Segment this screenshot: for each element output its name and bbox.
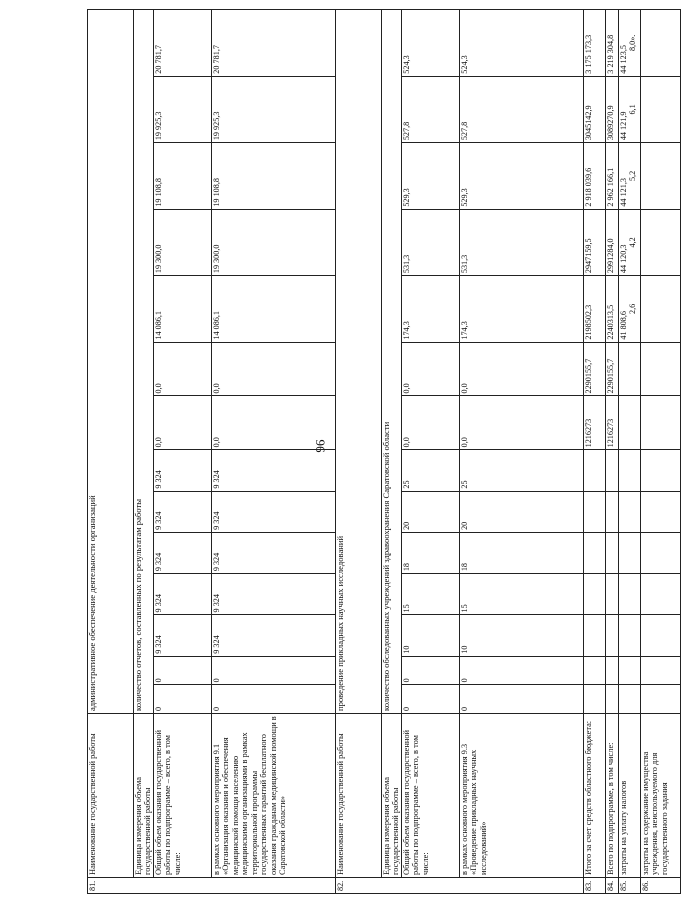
value-cell xyxy=(619,276,641,342)
work-unit-value: количество отчетов, составленных по результатам работы xyxy=(134,10,154,714)
value-text: 2198502,3 xyxy=(584,304,593,340)
work-event-row xyxy=(212,10,336,894)
row-number: 83. xyxy=(584,877,606,893)
row-number: 85. xyxy=(619,877,641,893)
value-text: 44 123,5 xyxy=(619,45,628,74)
value-cell: 9 324 xyxy=(212,615,336,656)
value-cell xyxy=(584,76,606,142)
value-cell: 527,8 xyxy=(402,76,460,142)
value-cell xyxy=(641,396,681,450)
value-text: 3089270,9 xyxy=(606,105,615,141)
value-cell: 19 300,0 xyxy=(212,209,336,275)
row-number: 84. xyxy=(606,877,619,893)
value-text: 2 962 166,1 xyxy=(606,167,615,207)
value-cell xyxy=(606,342,619,396)
value-text: 3 219 304,8 xyxy=(606,34,615,74)
value-cell: 19 108,8 xyxy=(212,143,336,209)
work-total-label: Общий объем оказания государственной работы по подпрограмме – всего, в том числе: xyxy=(154,714,212,878)
work-name-row xyxy=(336,10,382,894)
value-cell xyxy=(619,685,641,714)
value-cell: 531,3 xyxy=(402,209,460,275)
value-cell xyxy=(641,656,681,685)
value-cell xyxy=(641,685,681,714)
value-cell xyxy=(584,396,606,450)
value-cell: 524,3 xyxy=(402,10,460,77)
value-cell xyxy=(641,615,681,656)
value-cell xyxy=(584,10,606,77)
work-total-row xyxy=(402,10,460,894)
value-cell xyxy=(606,76,619,142)
value-cell xyxy=(641,143,681,209)
row-number: 81. xyxy=(88,877,336,893)
value-text: 2290155,7 xyxy=(584,358,593,394)
work-event-row xyxy=(460,10,584,894)
value-text: 3045142,9 xyxy=(584,105,593,141)
value-cell xyxy=(619,143,641,209)
value-cell xyxy=(619,656,641,685)
work-unit-row xyxy=(382,10,402,894)
value-cell: 0,0 xyxy=(154,396,212,450)
work-name-row xyxy=(88,10,134,894)
summary-row xyxy=(641,10,681,894)
value-cell: 0 xyxy=(154,685,212,714)
value-cell: 14 086,1 xyxy=(154,276,212,342)
value-cell: 531,3 xyxy=(460,209,584,275)
value-cell: 0 xyxy=(460,656,584,685)
value-cell xyxy=(619,491,641,532)
value-cell: 9 324 xyxy=(154,450,212,491)
summary-label: затраты на уплату налогов xyxy=(619,714,641,878)
value-cell xyxy=(606,396,619,450)
value-cell xyxy=(619,10,641,77)
row-number: 86. xyxy=(641,877,681,893)
value-cell: 25 xyxy=(460,450,584,491)
work-name-value: административное обеспечение деятельности организаций xyxy=(88,10,134,714)
value-cell: 25 xyxy=(402,450,460,491)
value-cell xyxy=(584,574,606,615)
summary-row xyxy=(584,10,606,894)
value-subtext: 5,2 xyxy=(628,170,638,182)
value-cell: 9 324 xyxy=(154,532,212,573)
value-text: 3 175 173,3 xyxy=(584,34,593,74)
value-cell xyxy=(606,532,619,573)
summary-row xyxy=(606,10,619,894)
value-cell: 0 xyxy=(402,656,460,685)
value-cell: 0,0 xyxy=(402,396,460,450)
value-cell xyxy=(641,491,681,532)
value-cell xyxy=(641,76,681,142)
value-text: 2 918 039,6 xyxy=(584,167,593,207)
work-unit-label: Единица измерения объема государственной работы xyxy=(134,714,154,878)
page-number: 96 xyxy=(313,439,328,453)
value-cell: 174,3 xyxy=(402,276,460,342)
value-cell xyxy=(606,656,619,685)
value-cell: 19 108,8 xyxy=(154,143,212,209)
value-cell xyxy=(641,450,681,491)
value-text: 44 121,3 xyxy=(619,178,628,207)
value-cell xyxy=(619,532,641,573)
value-cell: 15 xyxy=(402,574,460,615)
value-cell xyxy=(641,574,681,615)
work-unit-value: количество обследованных учреждений здравоохранения Саратовской области xyxy=(382,10,402,714)
value-cell: 19 925,3 xyxy=(212,76,336,142)
summary-label: затраты на содержание имущества учреждения, неиспользуемого для государственного задания xyxy=(641,714,681,878)
value-cell: 9 324 xyxy=(154,491,212,532)
value-cell xyxy=(606,615,619,656)
value-cell: 0 xyxy=(402,685,460,714)
value-cell: 0 xyxy=(154,656,212,685)
value-cell: 0,0 xyxy=(154,342,212,396)
value-cell xyxy=(584,615,606,656)
value-cell: 524,3 xyxy=(460,10,584,77)
value-cell: 9 324 xyxy=(212,532,336,573)
value-cell xyxy=(584,276,606,342)
value-cell xyxy=(641,342,681,396)
work-event-label: в рамках основного мероприятия 9.1 «Организация оказания и обеспечения медицинской помощи населению медицинскими организациями в рамках территориальной программы государственных гарантий бесплатного оказания гражданам медицинской помощи в Саратовской области» xyxy=(212,714,336,878)
value-cell xyxy=(606,276,619,342)
value-text: 41 808,6 xyxy=(619,310,628,340)
value-cell xyxy=(619,574,641,615)
value-subtext: 2,6 xyxy=(628,303,638,314)
value-cell xyxy=(606,10,619,77)
value-cell xyxy=(584,143,606,209)
value-text: 2290155,7 xyxy=(606,358,615,394)
value-cell xyxy=(606,685,619,714)
value-text: 2947159,5 xyxy=(584,238,593,274)
value-cell: 9 324 xyxy=(154,574,212,615)
value-cell: 20 xyxy=(402,491,460,532)
value-cell xyxy=(619,615,641,656)
work-unit-row xyxy=(134,10,154,894)
value-cell xyxy=(606,450,619,491)
state-work-table xyxy=(87,9,681,894)
value-text: 2240313,5 xyxy=(606,304,615,340)
value-cell xyxy=(619,450,641,491)
value-cell xyxy=(641,209,681,275)
work-unit-label: Единица измерения объема государственной работы xyxy=(382,714,402,878)
rotated-page-content xyxy=(87,9,669,894)
value-cell xyxy=(606,491,619,532)
work-total-row xyxy=(154,10,212,894)
value-cell xyxy=(641,276,681,342)
work-total-label: Общий объем оказания государственной работы по подпрограмме – всего, в том числе: xyxy=(402,714,460,878)
value-cell: 9 324 xyxy=(212,574,336,615)
summary-row xyxy=(619,10,641,894)
value-cell: 9 324 xyxy=(212,450,336,491)
value-cell: 0,0 xyxy=(460,342,584,396)
value-cell: 0,0 xyxy=(460,396,584,450)
value-cell xyxy=(619,209,641,275)
value-text: 2991284,0 xyxy=(606,238,615,274)
value-cell xyxy=(584,656,606,685)
value-subtext: 6,1 xyxy=(628,104,638,115)
value-cell xyxy=(619,396,641,450)
value-cell xyxy=(606,574,619,615)
value-cell: 529,3 xyxy=(402,143,460,209)
value-cell: 15 xyxy=(460,574,584,615)
value-cell: 20 781,7 xyxy=(154,10,212,77)
value-cell: 529,3 xyxy=(460,143,584,209)
row-number: 82. xyxy=(336,877,584,893)
value-subtext: 8,0». xyxy=(628,34,638,52)
value-cell: 0 xyxy=(212,685,336,714)
value-text: 1216273 xyxy=(606,418,615,448)
value-text: 44 120,3 xyxy=(619,244,628,274)
value-cell: 0,0 xyxy=(402,342,460,396)
value-cell xyxy=(606,143,619,209)
work-name-label: Наименование государственной работы xyxy=(336,714,382,878)
value-cell xyxy=(584,491,606,532)
value-cell: 9 324 xyxy=(154,615,212,656)
value-cell xyxy=(584,450,606,491)
value-cell: 0,0 xyxy=(212,342,336,396)
value-subtext: 4,2 xyxy=(628,237,638,248)
value-cell xyxy=(619,76,641,142)
value-cell xyxy=(619,342,641,396)
value-cell xyxy=(584,209,606,275)
value-cell: 20 781,7 xyxy=(212,10,336,77)
value-cell xyxy=(584,342,606,396)
value-cell: 0 xyxy=(460,685,584,714)
value-cell xyxy=(584,532,606,573)
value-cell: 0 xyxy=(212,656,336,685)
value-cell xyxy=(584,685,606,714)
value-cell: 18 xyxy=(402,532,460,573)
summary-label: Итого за счет средств областного бюджета: xyxy=(584,714,606,878)
value-cell xyxy=(641,10,681,77)
value-cell xyxy=(641,532,681,573)
work-name-label: Наименование государственной работы xyxy=(88,714,134,878)
work-name-value: проведение прикладных научных исследований xyxy=(336,10,382,714)
value-cell xyxy=(606,209,619,275)
value-text: 1216273 xyxy=(584,418,593,448)
value-cell: 9 324 xyxy=(212,491,336,532)
summary-label: Всего по подпрограмме, в том числе: xyxy=(606,714,619,878)
value-cell: 14 086,1 xyxy=(212,276,336,342)
value-cell: 18 xyxy=(460,532,584,573)
value-cell: 174,3 xyxy=(460,276,584,342)
value-cell: 10 xyxy=(402,615,460,656)
value-text: 44 121,9 xyxy=(619,111,628,141)
value-cell: 19 925,3 xyxy=(154,76,212,142)
value-cell: 10 xyxy=(460,615,584,656)
value-cell: 0,0 xyxy=(212,396,336,450)
work-event-label: в рамках основного мероприятия 9.3 «Проведение прикладных научных исследований» xyxy=(460,714,584,878)
value-cell: 527,8 xyxy=(460,76,584,142)
value-cell: 19 300,0 xyxy=(154,209,212,275)
value-cell: 20 xyxy=(460,491,584,532)
